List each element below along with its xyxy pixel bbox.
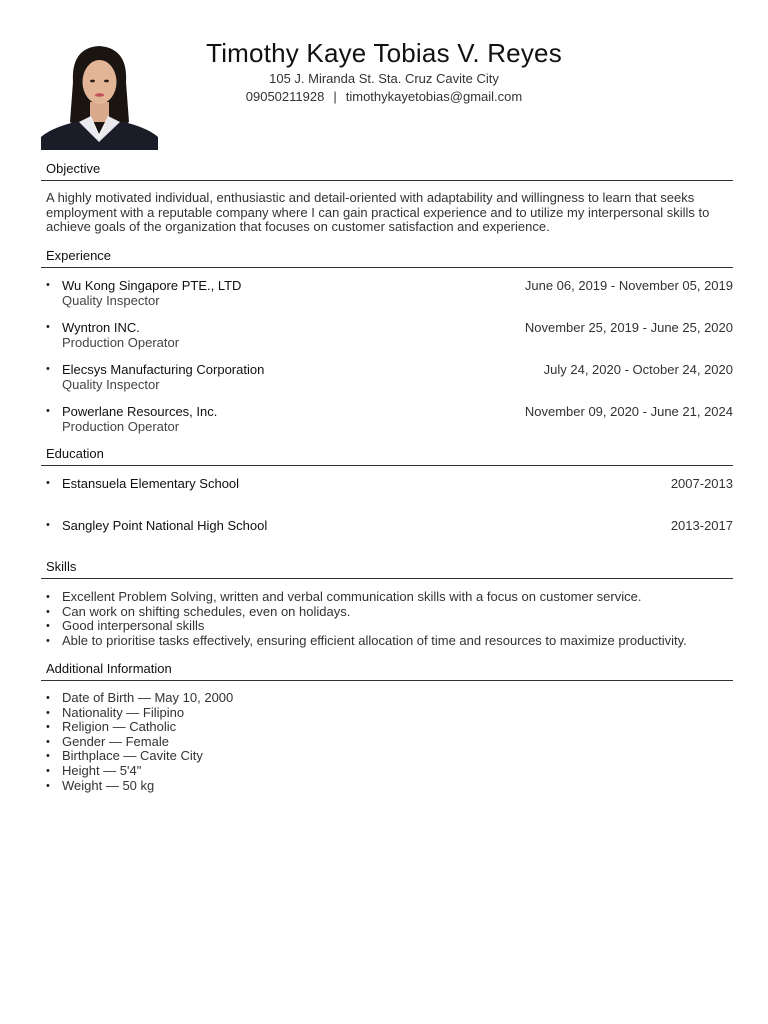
email: timothykayetobias@gmail.com bbox=[345, 89, 523, 104]
school-name: Sangley Point National High School bbox=[62, 518, 268, 533]
info-item: • Gender — Female bbox=[62, 735, 749, 750]
job-role: Quality Inspector bbox=[62, 293, 160, 308]
info-item: • Weight — 50 kg bbox=[62, 779, 749, 794]
school-years: 2007-2013 bbox=[670, 476, 733, 491]
employment-dates: November 09, 2020 - June 21, 2024 bbox=[524, 404, 733, 419]
employment-dates: June 06, 2019 - November 05, 2019 bbox=[524, 278, 733, 293]
separator: | bbox=[333, 89, 337, 104]
section-title-objective: Objective bbox=[41, 161, 733, 181]
bullet-icon: • bbox=[46, 405, 50, 417]
bullet-icon: • bbox=[46, 279, 50, 291]
phone: 09050211928 bbox=[245, 89, 325, 104]
info-item: • Religion — Catholic bbox=[62, 720, 749, 735]
objective-text: A highly motivated individual, enthusiastic and detail-oriented with adaptability and willingness to learn that seeks employment with a reputable company where I can gain practical experience and to utilize my interpersonal skills to achieve goals of the organization that focuses on customer satisfaction and experience. bbox=[46, 190, 710, 235]
company-name: Wyntron INC. bbox=[62, 320, 140, 335]
skill-item: • Excellent Problem Solving, written and verbal communication skills with a focus on customer service. bbox=[62, 590, 749, 605]
candidate-name: Timothy Kaye Tobias V. Reyes bbox=[206, 38, 562, 68]
skill-item: • Can work on shifting schedules, even on holidays. bbox=[62, 605, 749, 620]
info-item: • Height — 5'4" bbox=[62, 764, 749, 779]
school-years: 2013-2017 bbox=[670, 518, 733, 533]
employment-dates: July 24, 2020 - October 24, 2020 bbox=[543, 362, 733, 377]
contact-line bbox=[150, 88, 618, 106]
bullet-icon: • bbox=[46, 321, 50, 333]
company-name: Wu Kong Singapore PTE., LTD bbox=[62, 278, 242, 293]
section-title-experience: Experience bbox=[41, 248, 733, 268]
bullet-icon: • bbox=[46, 363, 50, 375]
additional-info-list bbox=[46, 691, 749, 793]
skill-item: • Good interpersonal skills bbox=[62, 619, 749, 634]
company-name: Elecsys Manufacturing Corporation bbox=[62, 362, 265, 377]
job-role: Production Operator bbox=[62, 335, 180, 350]
resume-header bbox=[150, 36, 618, 106]
bullet-icon: • bbox=[46, 477, 50, 489]
info-item: • Nationality — Filipino bbox=[62, 706, 749, 721]
employment-dates: November 25, 2019 - June 25, 2020 bbox=[524, 320, 733, 335]
section-title-skills: Skills bbox=[41, 559, 733, 579]
bullet-icon: • bbox=[46, 519, 50, 531]
info-item: • Date of Birth — May 10, 2000 bbox=[62, 691, 749, 706]
company-name: Powerlane Resources, Inc. bbox=[62, 404, 218, 419]
section-title-education: Education bbox=[41, 446, 733, 466]
school-name: Estansuela Elementary School bbox=[62, 476, 240, 491]
job-role: Production Operator bbox=[62, 419, 180, 434]
job-role: Quality Inspector bbox=[62, 377, 160, 392]
profile-photo bbox=[41, 42, 158, 150]
address: 105 J. Miranda St. Sta. Cruz Cavite City bbox=[269, 71, 499, 86]
info-item: • Birthplace — Cavite City bbox=[62, 749, 749, 764]
skills-list bbox=[46, 590, 749, 648]
section-title-additional-information: Additional Information bbox=[41, 661, 733, 681]
skill-item: • Able to prioritise tasks effectively, ensuring efficient allocation of time and resources to maximize productivity. bbox=[62, 634, 749, 649]
